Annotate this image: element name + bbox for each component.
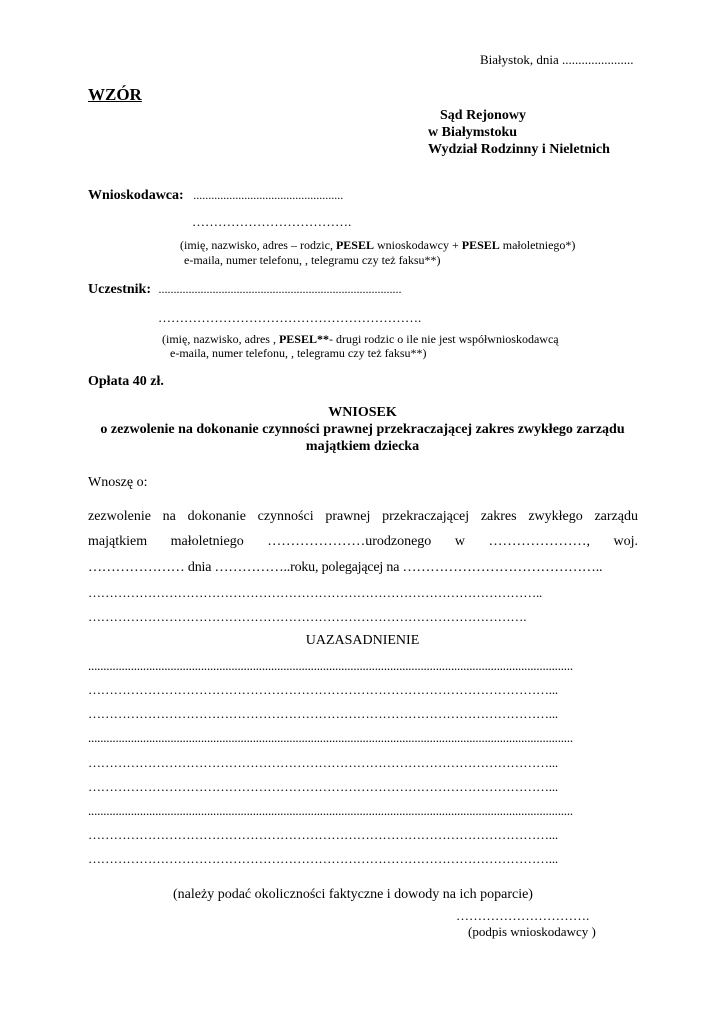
request-row-4[interactable]: …………………………………………………………………………………………….. xyxy=(88,585,543,600)
word: zwykłego xyxy=(528,509,583,524)
participant-note-text: - drugi rodzic o ile nie jest współwnioskodawcą xyxy=(328,332,559,346)
evidence-note: (należy podać okoliczności faktyczne i dowody na ich poparcie) xyxy=(173,887,533,902)
participant-row xyxy=(88,282,402,298)
birth-date-field[interactable]: …………………urodzonego xyxy=(267,534,432,549)
word: zarządu xyxy=(594,509,638,524)
applicant-note-2: e-maila, numer telefonu, , telegramu czy też faksu**) xyxy=(184,253,441,267)
justification-line[interactable]: ............................................................................................................................................................... xyxy=(88,730,573,745)
court-address xyxy=(428,107,610,158)
participant-label: Uczestnik: xyxy=(88,282,151,297)
participant-note-1 xyxy=(162,332,559,347)
justification-title: UAZASADNIENIE xyxy=(305,633,420,648)
applicant-name-field[interactable]: .................................................. xyxy=(193,188,344,202)
justification-line[interactable]: ………………………………………………………………………………………………... xyxy=(88,827,558,842)
applicant-note-text: wnioskodawcy + xyxy=(373,238,462,252)
participant-note-2: e-maila, numer telefonu, , telegramu czy też faksu**) xyxy=(170,346,427,360)
applicant-note-1 xyxy=(180,238,575,253)
pesel-label: PESEL xyxy=(461,238,500,252)
word: majątkiem xyxy=(88,534,148,549)
request-title: WNIOSEK xyxy=(328,405,397,420)
pesel-label: PESEL xyxy=(335,238,374,252)
participant-note-text: (imię, nazwisko, adres , xyxy=(162,332,279,346)
justification-line[interactable]: ............................................................................................................................................................... xyxy=(88,803,573,818)
word: zezwolenie xyxy=(88,509,151,524)
court-name: Sąd Rejonowy xyxy=(440,108,526,123)
request-subtitle-2: majątkiem dziecka xyxy=(305,439,420,454)
word: w xyxy=(454,534,465,549)
request-heading xyxy=(80,404,645,455)
word: przekraczającej xyxy=(382,509,470,524)
word: woj. xyxy=(613,534,638,549)
request-row-2 xyxy=(88,534,638,550)
justification-line[interactable]: ………………………………………………………………………………………………... xyxy=(88,706,558,721)
word: na xyxy=(162,509,176,524)
pesel-label: PESEL** xyxy=(278,332,329,346)
signature-label: (podpis wnioskodawcy ) xyxy=(468,924,596,939)
justification-line[interactable]: ………………………………………………………………………………………………... xyxy=(88,682,558,697)
request-intro: Wnoszę o: xyxy=(88,475,148,490)
template-title: WZÓR xyxy=(88,85,142,104)
participant-address-field[interactable]: ……………………………………………………. xyxy=(158,310,422,325)
justification-line[interactable]: ………………………………………………………………………………………………... xyxy=(88,851,558,866)
request-row-3[interactable]: ………………… dnia ……………..roku, polegającej na …………………………………….. xyxy=(88,560,603,575)
request-row-5[interactable]: …………………………………………………………………………………………. xyxy=(88,609,527,624)
place-date: Białystok, dnia ...................... xyxy=(480,52,634,67)
request-row-1 xyxy=(88,509,638,525)
justification-line[interactable]: ………………………………………………………………………………………………... xyxy=(88,779,558,794)
applicant-note-text: małoletniego*) xyxy=(499,238,576,252)
request-subtitle-1: o zezwolenie na dokonanie czynności prawnej przekraczającej zakres zwykłego zarządu xyxy=(100,422,625,437)
fee-label: Opłata 40 zł. xyxy=(88,374,164,389)
birth-place-field[interactable]: …………………, xyxy=(488,534,590,549)
court-city: w Białymstoku xyxy=(428,125,518,140)
word: dokonanie xyxy=(187,509,246,524)
applicant-label: Wnioskodawca: xyxy=(88,188,184,203)
applicant-note-text: (imię, nazwisko, adres – rodzic, xyxy=(180,238,336,252)
justification-line[interactable]: ............................................................................................................................................................... xyxy=(88,658,573,673)
court-division: Wydział Rodzinny i Nieletnich xyxy=(428,142,610,157)
applicant-row xyxy=(88,188,343,204)
justification-line[interactable]: ………………………………………………………………………………………………... xyxy=(88,755,558,770)
word: prawnej xyxy=(325,509,371,524)
signature-field[interactable]: …………………………. xyxy=(456,908,590,923)
word: czynności xyxy=(257,509,314,524)
word: zakres xyxy=(480,509,517,524)
word: małoletniego xyxy=(170,534,244,549)
applicant-address-field[interactable]: ………………………………. xyxy=(192,214,352,229)
participant-name-field[interactable]: ................................................................................. xyxy=(158,282,402,296)
